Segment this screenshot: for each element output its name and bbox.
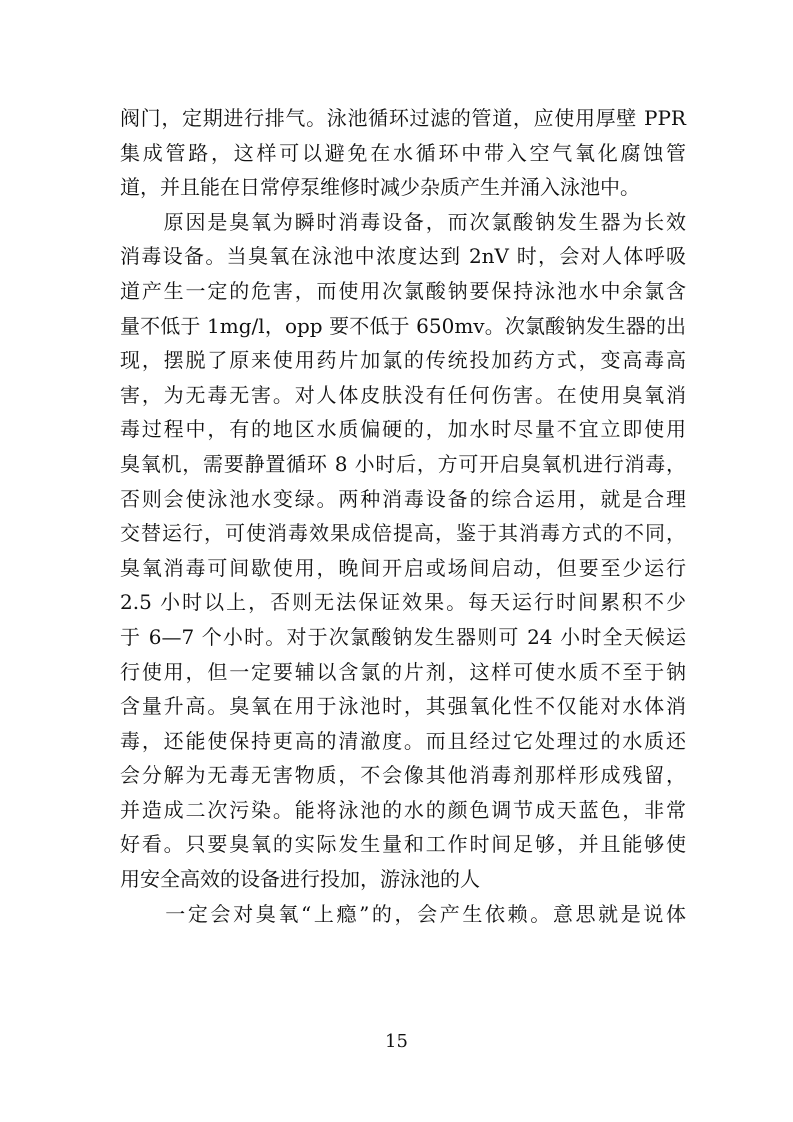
text-line: 2.5 小时以上，否则无法保证效果。每天运行时间累积不少 (120, 590, 686, 615)
page-number: 15 (385, 1031, 408, 1052)
text-line: 集成管路，这样可以避免在水循环中带入空气氧化腐蚀管 (120, 140, 686, 165)
text-line: 阀门，定期进行排气。泳池循环过滤的管道，应使用厚壁 PPR (120, 106, 686, 130)
text-line: 毒过程中，有的地区水质偏硬的，加水时尽量不宜立即使用 (120, 417, 686, 442)
text-line: 含量升高。臭氧在用于泳池时，其强氧化性不仅能对水体消 (120, 694, 686, 719)
text-line: 毒，还能使保持更高的清澈度。而且经过它处理过的水质还 (120, 728, 686, 753)
text-line: 于 6—7 个小时。对于次氯酸钠发生器则可 24 小时全天候运 (120, 624, 686, 649)
text-line: 道产生一定的危害，而使用次氯酸钠要保持泳池水中余氯含 (120, 278, 686, 303)
text-line: 否则会使泳池水变绿。两种消毒设备的综合运用，就是合理 (120, 486, 686, 511)
text-line: 量不低于 1mg/l，opp 要不低于 650mv。次氯酸钠发生器的出 (120, 313, 686, 338)
text-line: 现，摆脱了原来使用药片加氯的传统投加药方式，变高毒高 (120, 348, 686, 373)
text-line: 臭氧机，需要静置循环 8 小时后，方可开启臭氧机进行消毒， (120, 451, 686, 476)
text-line: 一定会对臭氧“上瘾”的，会产生依赖。意思就是说体 (120, 901, 686, 926)
text-line: 消毒设备。当臭氧在泳池中浓度达到 2nV 时，会对人体呼吸 (120, 244, 686, 269)
body-text (120, 101, 686, 931)
text-line: 好看。只要臭氧的实际发生量和工作时间足够，并且能够使 (120, 832, 686, 857)
text-line: 臭氧消毒可间歇使用，晚间开启或场间启动，但要至少运行 (120, 555, 686, 580)
text-line: 会分解为无毒无害物质，不会像其他消毒剂那样形成残留， (120, 763, 686, 788)
text-line: 害，为无毒无害。对人体皮肤没有任何伤害。在使用臭氧消 (120, 382, 686, 407)
text-line: 交替运行，可使消毒效果成倍提高，鉴于其消毒方式的不同， (120, 521, 686, 546)
text-line: 原因是臭氧为瞬时消毒设备，而次氯酸钠发生器为长效 (120, 209, 686, 234)
text-line: 用安全高效的设备进行投加，游泳池的人 (120, 867, 480, 892)
text-line: 道，并且能在日常停泵维修时减少杂质产生并涌入泳池中。 (120, 175, 640, 200)
text-line: 并造成二次污染。能将泳池的水的颜色调节成天蓝色，非常 (120, 797, 686, 822)
text-line: 行使用，但一定要辅以含氯的片剂，这样可使水质不至于钠 (120, 659, 686, 684)
